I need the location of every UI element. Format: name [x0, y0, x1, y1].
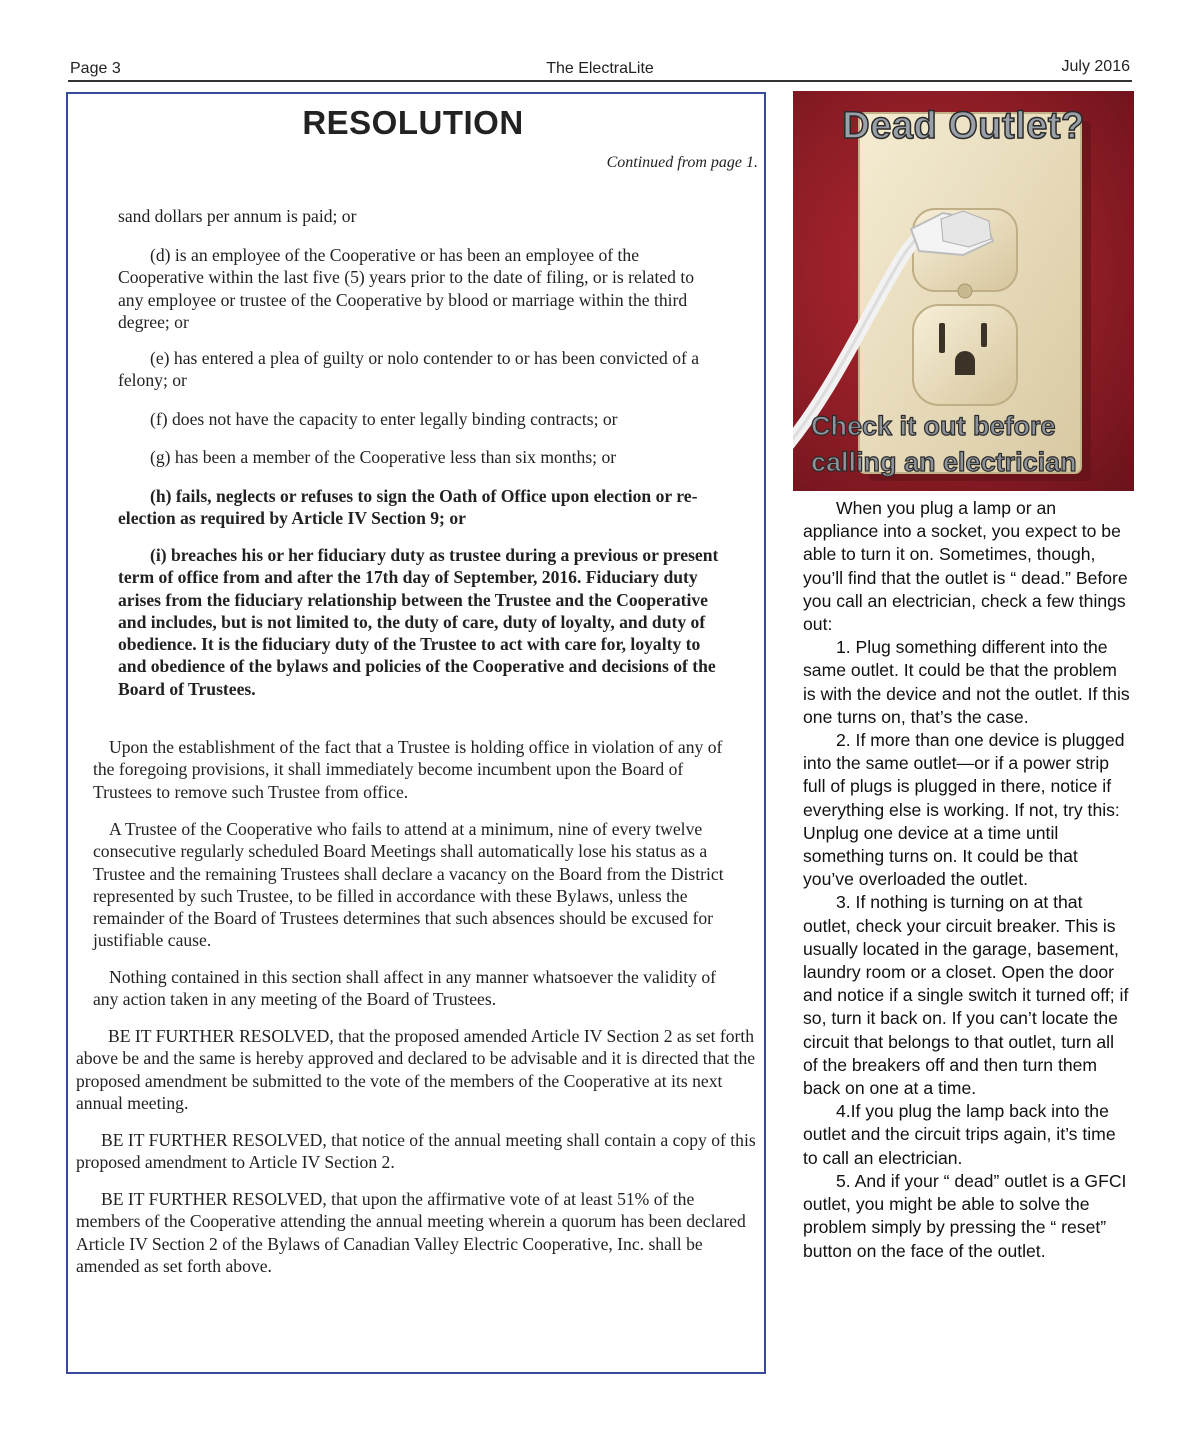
sidebar-step-5: 5. And if your “ dead” outlet is a GFCI outlet, you might be able to solve the problem simply by pressing the “ reset” button on the face of the outlet.	[803, 1170, 1127, 1261]
paragraph-f: (f) does not have the capacity to enter legally binding contracts; or	[150, 409, 618, 429]
photo-headline: Dead Outlet?	[842, 105, 1085, 147]
dead-outlet-article	[803, 497, 1133, 1263]
continued-note: Continued from page 1.	[606, 154, 758, 171]
paragraph-resolved-3: BE IT FURTHER RESOLVED, that upon the affirmative vote of at least 51% of the members of the Cooperative attending the annual meeting wherein a quorum has been declared Article IV Section 2 of the Bylaws of Canadian Valley Electric Cooperative, Inc. shall be amended as set forth above.	[76, 1189, 746, 1276]
article-title: RESOLUTION	[302, 104, 524, 141]
issue-date: July 2016	[1061, 58, 1130, 75]
dead-outlet-photo	[793, 91, 1134, 491]
resolution-article	[66, 92, 766, 1374]
paragraph-resolved-1: BE IT FURTHER RESOLVED, that the proposed amended Article IV Section 2 as set forth above be and the same is hereby approved and declared to be advisable and it is directed that the proposed amendment be submitted to the vote of the members of the Cooperative at its next annual meeting.	[76, 1026, 756, 1113]
sidebar-step-4: 4.If you plug the lamp back into the outlet and the circuit trips again, it’s time to call an electrician.	[803, 1101, 1116, 1168]
paragraph-i: (i) breaches his or her fiduciary duty as trustee during a previous or present term of office from and after the 17th day of September, 2016. Fiduciary duty arises from the fiduciary relationship between the Trustee and the Cooperative and includes, but is not limited to, the duty of care, duty of loyalty, and duty of obedience. It is the fiduciary duty of the Trustee to act with care for, loyalty to and obedience of the bylaws and policies of the Cooperative and decisions of the Board of Trustees.	[118, 545, 719, 699]
paragraph-attendance: A Trustee of the Cooperative who fails to attend at a minimum, nine of every twelve consecutive regularly scheduled Board Meetings shall automatically lose his status as a Trustee and the remaining Trustees shall declare a vacancy on the Board from the District represented by such Trustee, to be filled in accordance with these Bylaws, unless the remainder of the Board of Trustees determines that such absences should be excused for justifiable cause.	[93, 819, 724, 951]
paragraph-resolved-2: BE IT FURTHER RESOLVED, that notice of the annual meeting shall contain a copy of this proposed amendment to Article IV Section 2.	[76, 1130, 756, 1173]
sidebar-step-1: 1. Plug something different into the same outlet. It could be that the problem is with the device and not the outlet. If this one turns on, that’s the case.	[803, 637, 1130, 727]
paragraph-h: (h) fails, neglects or refuses to sign the Oath of Office upon election or re-election as required by Article IV Section 9; or	[118, 486, 698, 529]
paragraph-intro: sand dollars per annum is paid; or	[118, 206, 357, 226]
photo-subheadline-2: calling an electrician	[811, 447, 1077, 477]
page-header	[68, 58, 1132, 82]
page-number: Page 3	[70, 60, 121, 77]
sidebar-intro: When you plug a lamp or an appliance into a socket, you expect to be able to turn it on. Sometimes, though, you’ll find that the outlet is “ dead.” Before you call an electrician, check a few things out:	[803, 498, 1128, 635]
paragraph-validity: Nothing contained in this section shall affect in any manner whatsoever the validity of any action taken in any meeting of the Board of Trustees.	[93, 967, 716, 1010]
paragraph-d: (d) is an employee of the Cooperative or has been an employee of the Cooperative within the last five (5) years prior to the date of filing, or is related to any employee or trustee of the Cooperative by blood or marriage within the third degree; or	[118, 245, 695, 332]
paragraph-removal: Upon the establishment of the fact that a Trustee is holding office in violation of any of the foregoing provisions, it shall immediately become incumbent upon the Board of Trustees to remove such Trustee from office.	[93, 737, 723, 802]
sidebar-step-3: 3. If nothing is turning on at that outlet, check your circuit breaker. This is usually located in the garage, basement, laundry room or a closet. Open the door and notice if a single switch it turned off; if so, turn it back on. If you can’t locate the circuit that belongs to that outlet, turn all of the breakers off and then turn them back on one at a time.	[803, 892, 1129, 1099]
paragraph-e: (e) has entered a plea of guilty or nolo contender to or has been convicted of a felony; or	[118, 348, 700, 391]
paragraph-g: (g) has been a member of the Cooperative less than six months; or	[150, 447, 617, 467]
sidebar-step-2: 2. If more than one device is plugged into the same outlet—or if a power strip full of plugs is plugged in there, notice if everything else is working. If not, try this: Unplug one device at a time until something turns on. It could be that you’ve overloaded the outlet.	[803, 730, 1125, 890]
photo-subheadline-1: Check it out before	[811, 411, 1056, 441]
publication-name: The ElectraLite	[546, 60, 654, 77]
